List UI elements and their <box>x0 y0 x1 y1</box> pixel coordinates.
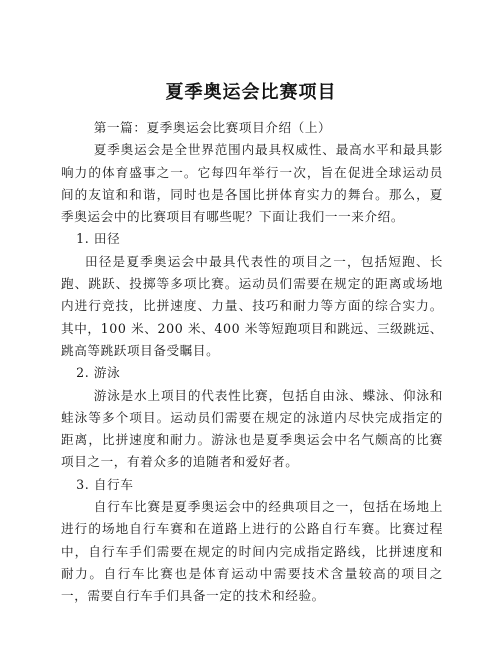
intro-paragraph: 夏季奥运会是全世界范围内最具权威性、最高水平和最具影响力的体育盛事之一。它每四年举行一次，旨在促进全球运动员间的友谊和和谐，同时也是各国比拼体育实力的舞台。那么，夏季奥运会中的比赛项目有哪些呢？下面让我们一一来介绍。 <box>61 142 443 225</box>
section-heading-swimming: 2. 游泳 <box>76 365 121 381</box>
section-text-athletics: 田径是夏季奥运会中最具代表性的项目之一，包括短跑、长跑、跳跃、投掷等多项比赛。运动员们需要在规定的距离或场地内进行竞技，比拼速度、力量、技巧和耐力等方面的综合实力。其中，100 米、200 米、400 米等短跑项目和跳远、三级跳远、跳高等跳跃项目备受瞩目。 <box>61 253 443 358</box>
section-heading-cycling: 3. 自行车 <box>76 476 134 492</box>
section-heading-athletics: 1. 田径 <box>76 231 121 247</box>
document-title: 夏季奥运会比赛项目 <box>165 82 337 103</box>
document-body <box>61 117 443 608</box>
section-text-swimming: 游泳是水上项目的代表性比赛，包括自由泳、蝶泳、仰泳和蛙泳等多个项目。运动员们需要在规定的泳道内尽快完成指定的距离，比拼速度和耐力。游泳也是夏季奥运会中名气颇高的比赛项目之一，有着众多的追随者和爱好者。 <box>61 387 443 470</box>
chapter-subtitle: 第一篇：夏季奥运会比赛项目介绍（上） <box>93 120 332 135</box>
section-text-cycling: 自行车比赛是夏季奥运会中的经典项目之一，包括在场地上进行的场地自行车赛和在道路上进行的公路自行车赛。比赛过程中，自行车手们需要在规定的时间内完成指定路线，比拼速度和耐力。自行车比赛也是体育运动中需要技术含量较高的项目之一，需要自行车手们具备一定的技术和经验。 <box>61 499 443 604</box>
